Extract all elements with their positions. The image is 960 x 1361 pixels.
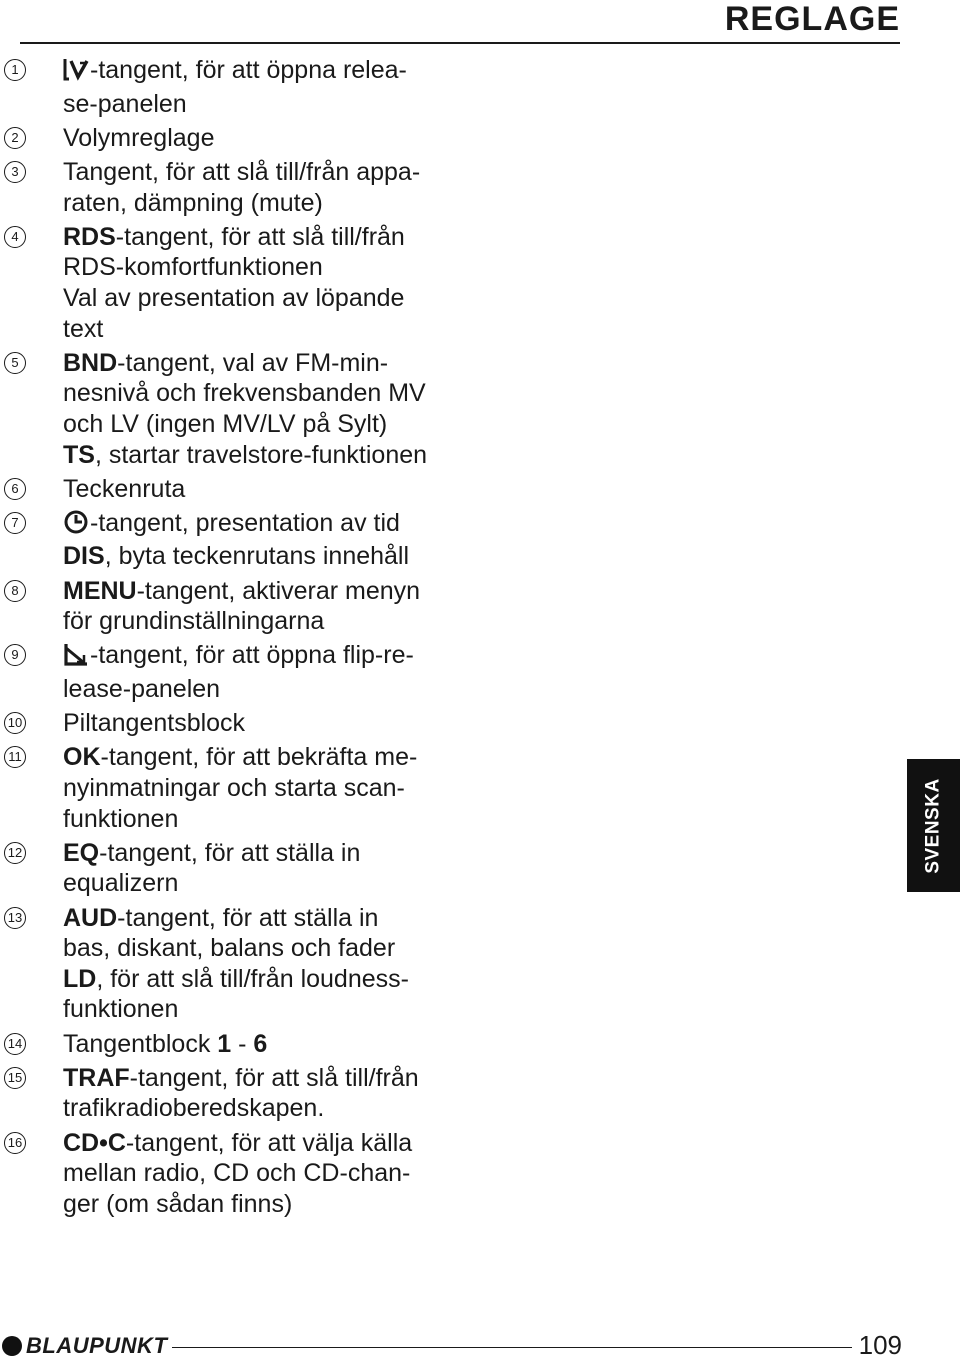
item-text: och LV (ingen MV/LV på Sylt)	[63, 409, 388, 438]
item-text: funktionen	[63, 995, 179, 1024]
clock-icon	[63, 510, 89, 542]
item-text: RDS-komfortfunktionen	[63, 253, 323, 282]
item-key-name: OK	[63, 743, 101, 772]
item-text-line	[63, 773, 460, 804]
item-number: 6	[4, 478, 26, 500]
list-item	[0, 640, 460, 704]
list-item	[0, 1128, 460, 1220]
item-number: 12	[4, 842, 26, 864]
item-text-line	[63, 1093, 460, 1124]
item-text: , byta teckenrutans innehåll	[104, 542, 410, 571]
list-item	[0, 1029, 460, 1060]
item-text: -tangent, för att bekräfta me-	[100, 743, 418, 772]
list-item	[0, 903, 460, 1025]
item-text-line	[63, 440, 460, 471]
item-text: nyinmatningar och starta scan-	[63, 774, 405, 802]
list-item	[0, 708, 460, 739]
item-text: för grundinställningarna	[63, 607, 325, 636]
item-text: -tangent, för att slå till/från	[115, 222, 405, 251]
item-text: Tangent, för att slå till/från appa-	[63, 157, 421, 186]
logo-dot-icon	[2, 1336, 22, 1356]
item-key-name: BND	[63, 348, 118, 377]
item-text-line	[63, 674, 460, 705]
item-text-line	[63, 348, 460, 379]
item-number: 3	[4, 161, 26, 183]
item-text-line	[63, 838, 460, 869]
item-text: -tangent, för att öppna flip-re-	[90, 641, 414, 670]
item-text: -tangent, för att ställa in	[99, 838, 361, 867]
flip-release-icon	[63, 642, 89, 674]
item-text-line	[63, 964, 460, 995]
item-number: 1	[4, 59, 26, 81]
item-text: -tangent, för att välja källa	[125, 1128, 413, 1157]
item-text: se-panelen	[63, 89, 187, 118]
item-text-line	[63, 508, 460, 542]
item-text: raten, dämpning (mute)	[63, 188, 323, 217]
item-text: -	[231, 1029, 254, 1058]
brand-logo	[2, 1333, 167, 1359]
item-text: ger (om sådan finns)	[63, 1189, 293, 1218]
page-title: REGLAGE	[724, 0, 900, 38]
item-text-line	[63, 123, 460, 154]
page-number: 109	[858, 1330, 902, 1360]
item-text-line	[63, 1189, 460, 1220]
item-text-line	[63, 157, 460, 188]
item-number: 11	[4, 746, 26, 768]
item-text-line	[63, 640, 460, 674]
item-text: text	[63, 314, 104, 343]
item-text-line	[63, 283, 460, 314]
item-text: bas, diskant, balans och fader	[63, 934, 396, 963]
item-text-line	[63, 1128, 460, 1159]
item-text: Teckenruta	[63, 474, 186, 503]
item-number: 10	[4, 712, 26, 734]
item-text-line	[63, 55, 460, 89]
item-text-line	[63, 804, 460, 835]
item-number: 7	[4, 512, 26, 534]
item-text-line	[63, 606, 460, 637]
item-key-name: CD•C	[63, 1128, 126, 1157]
item-number: 5	[4, 352, 26, 374]
header-divider	[20, 42, 900, 44]
brand-name: BLAUPUNKT	[26, 1333, 168, 1358]
item-text-line	[63, 1158, 460, 1189]
item-text: Val av presentation av löpande	[63, 283, 405, 312]
item-text-line	[63, 933, 460, 964]
list-item	[0, 508, 460, 572]
item-text-line	[63, 378, 460, 409]
item-text-line	[63, 708, 460, 739]
item-text: , startar travelstore-funktionen	[94, 440, 428, 469]
item-text: Volymreglage	[63, 123, 215, 152]
list-item	[0, 348, 460, 470]
release-panel-icon	[63, 57, 89, 89]
item-text-line	[63, 868, 460, 899]
item-text: -tangent, för att ställa in	[117, 903, 379, 932]
item-text-line	[63, 541, 460, 572]
item-number: 2	[4, 127, 26, 149]
language-tab-label: SVENSKA	[922, 777, 944, 874]
item-text-line	[63, 1029, 460, 1060]
item-text: nesnivå och frekvensbanden MV	[63, 379, 426, 408]
item-number: 9	[4, 644, 26, 666]
item-text: funktionen	[63, 804, 179, 833]
item-text-line	[63, 252, 460, 283]
item-text-line	[63, 188, 460, 219]
item-key-name: AUD	[63, 903, 118, 932]
item-text: -tangent, för att öppna relea-	[90, 56, 407, 84]
item-number: 14	[4, 1033, 26, 1055]
item-key-name: TRAF	[63, 1063, 130, 1092]
item-text-line	[63, 314, 460, 345]
item-number: 4	[4, 226, 26, 248]
item-text: Piltangentsblock	[63, 709, 246, 738]
item-text: -tangent, för att slå till/från	[129, 1063, 419, 1092]
item-text: -tangent, presentation av tid	[90, 508, 400, 537]
item-text: trafikradioberedskapen.	[63, 1094, 325, 1123]
item-key-name: MENU	[63, 576, 137, 605]
list-item	[0, 742, 460, 834]
item-text-line	[63, 474, 460, 505]
list-item	[0, 222, 460, 344]
list-item	[0, 157, 460, 218]
footer-divider	[172, 1347, 852, 1348]
list-item	[0, 55, 460, 119]
item-key-name: TS	[63, 440, 95, 469]
item-key-name: LD	[63, 964, 97, 993]
item-text: -tangent, aktiverar menyn	[136, 576, 421, 605]
item-text-line	[63, 1063, 460, 1094]
list-item	[0, 576, 460, 637]
list-item	[0, 474, 460, 505]
language-tab	[907, 759, 960, 892]
item-key-name: EQ	[63, 838, 100, 867]
item-text-line	[63, 742, 460, 773]
item-text: -tangent, val av FM-min-	[117, 348, 389, 377]
item-text: mellan radio, CD och CD-chan-	[63, 1159, 411, 1188]
item-text-line	[63, 409, 460, 440]
item-key-name: DIS	[63, 542, 105, 571]
list-item	[0, 123, 460, 154]
item-key-name: RDS	[63, 222, 116, 251]
item-number: 8	[4, 580, 26, 602]
item-text: lease-panelen	[63, 675, 221, 704]
item-text-line	[63, 994, 460, 1025]
item-number: 13	[4, 907, 26, 929]
item-key-name: 6	[253, 1029, 268, 1058]
item-text: , för att slå till/från loudness-	[96, 964, 409, 993]
item-text-line	[63, 576, 460, 607]
item-text-line	[63, 89, 460, 120]
item-text-line	[63, 222, 460, 253]
item-number: 16	[4, 1132, 26, 1154]
item-text-line	[63, 903, 460, 934]
list-item	[0, 838, 460, 899]
item-number: 15	[4, 1067, 26, 1089]
item-text: equalizern	[63, 869, 179, 898]
list-item	[0, 1063, 460, 1124]
item-key-name: 1	[217, 1029, 232, 1058]
item-text: Tangentblock	[63, 1029, 218, 1058]
controls-list	[0, 55, 460, 1223]
